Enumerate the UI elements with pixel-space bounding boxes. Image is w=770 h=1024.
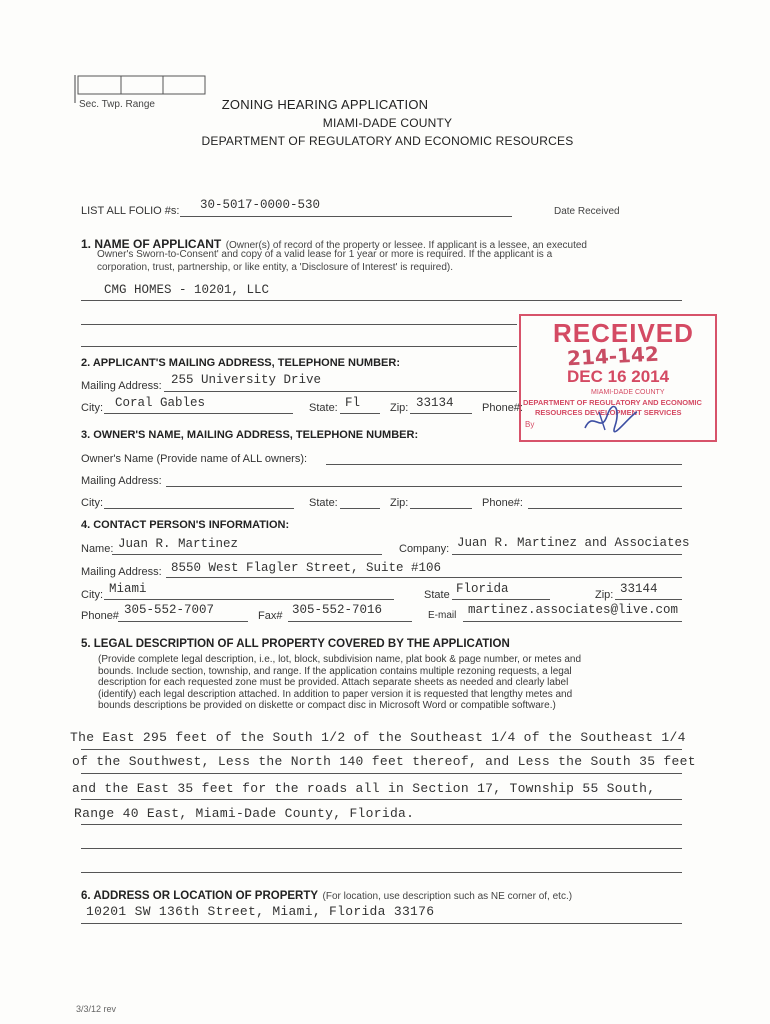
section2-zip-value[interactable]: 33134 bbox=[416, 396, 454, 410]
section5-note bbox=[98, 654, 698, 712]
section4-zip-value[interactable]: 33144 bbox=[620, 582, 658, 596]
section4-mailing-line bbox=[166, 577, 682, 578]
company-value[interactable]: Juan R. Martinez and Associates bbox=[457, 536, 690, 550]
section3-city-line bbox=[104, 508, 294, 509]
section4-phone-value[interactable]: 305-552-7007 bbox=[124, 603, 215, 617]
folio-underline bbox=[180, 216, 512, 217]
section2-mailing-line bbox=[164, 391, 517, 392]
legal-underline-4 bbox=[81, 824, 682, 825]
section2-mailing-value[interactable]: 255 University Drive bbox=[171, 373, 322, 387]
form-title: ZONING HEARING APPLICATION bbox=[221, 97, 429, 112]
section4-mailing-value[interactable]: 8550 West Flagler Street, Suite #106 bbox=[171, 561, 442, 575]
stamp-signature bbox=[581, 404, 641, 436]
section4-email-label: E-mail bbox=[428, 610, 457, 621]
section4-mailing-label: Mailing Address: bbox=[81, 566, 162, 578]
section3-phone-line bbox=[528, 508, 682, 509]
section2-heading: 2. APPLICANT'S MAILING ADDRESS, TELEPHONE NUMBER: bbox=[81, 357, 400, 369]
section1-heading: 1. NAME OF APPLICANT bbox=[81, 237, 222, 251]
section1-note-line3: corporation, trust, partnership, or like entity, a 'Disclosure of Interest' is required). bbox=[97, 262, 454, 273]
section4-zip-label: Zip: bbox=[595, 589, 614, 601]
stamp-department: DEPARTMENT OF REGULATORY AND ECONOMIC bbox=[523, 398, 702, 407]
section3-zip-line bbox=[410, 508, 472, 509]
section4-state-line bbox=[452, 599, 550, 600]
stamp-number: 214-142 bbox=[566, 341, 660, 371]
legal-description-line[interactable]: and the East 35 feet for the roads all in Section 17, Township 55 South, bbox=[72, 781, 656, 796]
section1-note: (Owner(s) of record of the property or lessee. If applicant is a lessee, an executed bbox=[225, 240, 587, 251]
legal-underline-5 bbox=[81, 848, 682, 849]
section3-mailing-line bbox=[166, 486, 682, 487]
section4-phone-label: Phone# bbox=[81, 610, 119, 622]
sec-twp-range-labels: Sec. Twp. Range bbox=[79, 99, 155, 110]
section3-state-line bbox=[340, 508, 380, 509]
section2-city-value[interactable]: Coral Gables bbox=[115, 396, 206, 410]
section3-city-label: City: bbox=[81, 497, 103, 509]
section6-heading-row bbox=[81, 886, 572, 904]
section6-heading: 6. ADDRESS OR LOCATION OF PROPERTY bbox=[81, 890, 319, 902]
owner-name-label: Owner's Name (Provide name of ALL owners): bbox=[81, 453, 308, 465]
stamp-county: MIAMI-DADE COUNTY bbox=[591, 389, 665, 396]
legal-description-line[interactable]: of the Southwest, Less the North 140 feet thereof, and Less the South 35 feet bbox=[72, 754, 696, 769]
stamp-received: RECEIVED bbox=[553, 318, 694, 348]
section5-note-line: bounds descriptions be provided on diskette or compact disc in Microsoft Word or compatible software.) bbox=[98, 700, 556, 712]
section2-mailing-label: Mailing Address: bbox=[81, 380, 162, 392]
section4-email-value[interactable]: martinez.associates@live.com bbox=[468, 603, 679, 617]
section4-city-label: City: bbox=[81, 589, 103, 601]
section4-city-value[interactable]: Miami bbox=[109, 582, 147, 596]
section5-note-line: bounds. Include section, township, and range. If the application contains multiple rezoning requests, a legal bbox=[98, 665, 572, 677]
section5-note-line: (Provide complete legal description, i.e., lot, block, subdivision name, plat book & page number, or metes and bbox=[98, 654, 582, 665]
property-address-value[interactable]: 10201 SW 136th Street, Miami, Florida 33176 bbox=[86, 904, 435, 919]
legal-underline-3 bbox=[81, 799, 682, 800]
section4-fax-value[interactable]: 305-552-7016 bbox=[292, 603, 383, 617]
legal-description-line[interactable]: Range 40 East, Miami-Dade County, Florida. bbox=[74, 806, 415, 821]
section4-heading: 4. CONTACT PERSON'S INFORMATION: bbox=[81, 519, 290, 531]
company-label: Company: bbox=[399, 543, 450, 555]
folio-value[interactable]: 30-5017-0000-530 bbox=[200, 198, 321, 212]
sec-twp-range-boxes bbox=[73, 75, 206, 95]
section2-zip-label: Zip: bbox=[390, 402, 409, 414]
contact-name-line bbox=[112, 554, 382, 555]
section4-city-line bbox=[104, 599, 394, 600]
section4-zip-line bbox=[615, 599, 682, 600]
received-stamp bbox=[519, 314, 717, 442]
section4-fax-label: Fax# bbox=[258, 610, 283, 622]
section5-heading: 5. LEGAL DESCRIPTION OF ALL PROPERTY COVERED BY THE APPLICATION bbox=[81, 638, 510, 650]
contact-name-value[interactable]: Juan R. Martinez bbox=[118, 537, 239, 551]
date-received-label: Date Received bbox=[554, 206, 620, 217]
applicant-name[interactable]: CMG HOMES - 10201, LLC bbox=[104, 283, 270, 297]
legal-underline-2 bbox=[81, 773, 682, 774]
stamp-date: DEC 16 2014 bbox=[567, 367, 670, 386]
section6-note: (For location, use description such as NE corner of, etc.) bbox=[322, 891, 573, 902]
stamp-by: By bbox=[525, 420, 535, 429]
section4-fax-line bbox=[288, 621, 412, 622]
applicant-line-3 bbox=[81, 346, 517, 347]
section4-email-line bbox=[463, 621, 682, 622]
section4-phone-line bbox=[118, 621, 248, 622]
section2-city-line bbox=[104, 413, 293, 414]
section2-city-label: City: bbox=[81, 402, 103, 414]
section3-zip-label: Zip: bbox=[390, 497, 409, 509]
section4-state-value[interactable]: Florida bbox=[456, 582, 509, 596]
legal-underline-6 bbox=[81, 872, 682, 873]
section3-heading: 3. OWNER'S NAME, MAILING ADDRESS, TELEPHONE NUMBER: bbox=[81, 429, 419, 441]
section4-state-label: State bbox=[424, 589, 450, 601]
legal-description-line[interactable]: The East 295 feet of the South 1/2 of the Southeast 1/4 of the Southeast 1/4 bbox=[70, 730, 686, 745]
company-line bbox=[452, 554, 682, 555]
folio-label: LIST ALL FOLIO #s: bbox=[81, 205, 180, 217]
stamp-resources: RESOURCES DEVELOPMENT SERVICES bbox=[535, 408, 682, 417]
section2-state-value[interactable]: Fl bbox=[345, 396, 361, 410]
section3-phone-label: Phone#: bbox=[482, 497, 523, 509]
owner-name-line bbox=[326, 464, 682, 465]
section2-zip-line bbox=[410, 413, 472, 414]
section2-state-label: State: bbox=[309, 402, 338, 414]
contact-name-label: Name: bbox=[81, 543, 114, 555]
section1-note-line2: Owner's Sworn-to-Consent' and copy of a valid lease for 1 year or more is required. If the applicant is a bbox=[97, 249, 553, 260]
section5-note-line: (identify) each legal description attached. In addition to paper version it is requested that lengthy metes and bbox=[98, 688, 573, 700]
legal-underline-1 bbox=[81, 749, 682, 750]
section3-mailing-label: Mailing Address: bbox=[81, 475, 162, 487]
section3-state-label: State: bbox=[309, 497, 338, 509]
section2-phone-label: Phone#: bbox=[482, 402, 523, 414]
applicant-line-2 bbox=[81, 324, 517, 325]
county-title: MIAMI-DADE COUNTY bbox=[322, 116, 453, 130]
section5-note-line: description for each requested zone must be provided. Attach separate sheets as needed and clearly label bbox=[98, 677, 569, 689]
section2-state-line bbox=[340, 413, 380, 414]
property-address-line bbox=[81, 923, 682, 924]
department-title: DEPARTMENT OF REGULATORY AND ECONOMIC RESOURCES bbox=[201, 134, 574, 148]
applicant-line-1 bbox=[81, 300, 682, 301]
revision-footer: 3/3/12 rev bbox=[76, 1004, 117, 1014]
